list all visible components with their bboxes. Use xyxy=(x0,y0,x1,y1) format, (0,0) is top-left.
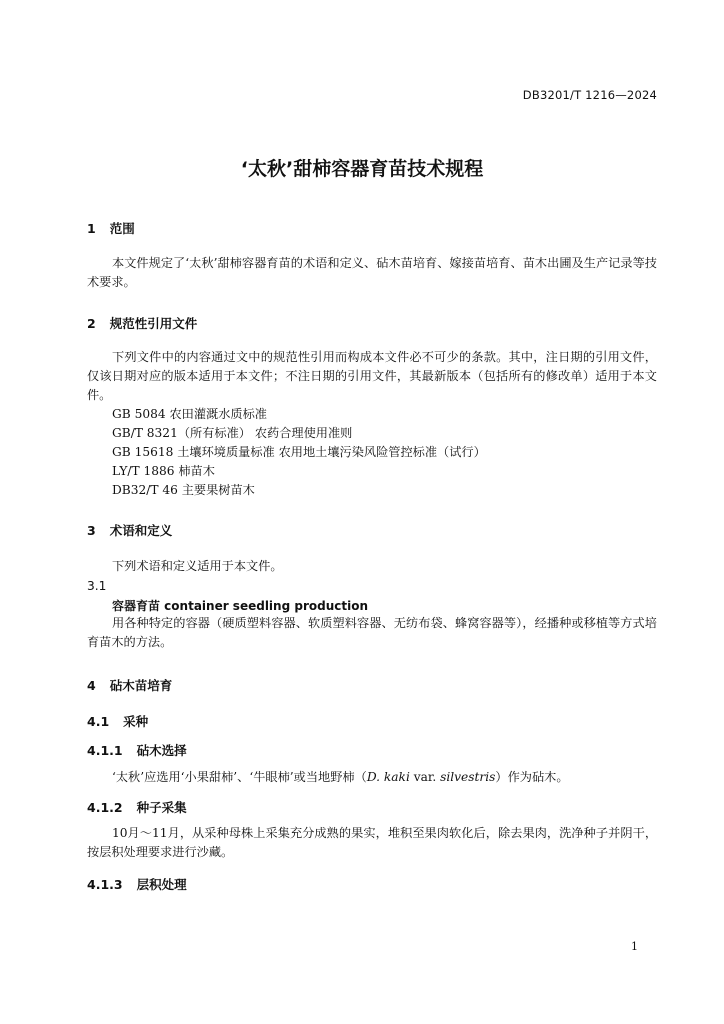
section-4-1-heading xyxy=(87,712,148,730)
section-2-heading xyxy=(87,314,197,332)
section-3-heading xyxy=(87,521,172,539)
rootstock-text-end: ）作为砧木。 xyxy=(495,770,569,784)
term-definition: 用各种特定的容器（硬质塑料容器、软质塑料容器、无纺布袋、蜂窝容器等），经播种或移植等方式培育苗木的方法。 xyxy=(87,616,657,649)
rootstock-text: ‘太秋’应选用‘小果甜柿’、‘牛眼柿’或当地野柿（ xyxy=(112,770,367,784)
term-name: 容器育苗 container seedling production xyxy=(112,599,368,613)
section-number: 2 xyxy=(87,316,96,331)
term-number: 3.1 xyxy=(87,579,107,593)
section-title: 采种 xyxy=(123,714,149,729)
section-1-heading xyxy=(87,219,135,237)
section-4-1-2-heading xyxy=(87,798,187,816)
reference-item: GB 5084 农田灌溉水质标准 xyxy=(112,407,267,421)
seed-collection-paragraph: 10月～11月，从采种母株上采集充分成熟的果实，堆积至果肉软化后，除去果肉，洗净种子并阴干，按层积处理要求进行沙藏。 xyxy=(87,826,657,859)
section-title: 层积处理 xyxy=(136,877,187,892)
document-number: DB3201/T 1216—2024 xyxy=(522,88,657,102)
var-label: var. xyxy=(413,770,437,784)
section-number: 4.1.1 xyxy=(87,743,123,758)
rootstock-paragraph xyxy=(112,768,569,787)
section-4-1-1-heading xyxy=(87,741,187,759)
section-4-1-3-heading xyxy=(87,875,187,893)
section-number: 4.1.3 xyxy=(87,877,123,892)
variety-name: silvestris xyxy=(440,770,496,784)
section-3-paragraph: 下列术语和定义适用于本文件。 xyxy=(112,559,283,573)
section-number: 3 xyxy=(87,523,96,538)
reference-item: GB/T 8321（所有标准） 农药合理使用准则 xyxy=(112,426,353,440)
reference-item: LY/T 1886 柿苗木 xyxy=(112,464,215,478)
section-title: 规范性引用文件 xyxy=(109,316,198,331)
reference-item: DB32/T 46 主要果树苗木 xyxy=(112,483,255,497)
section-1-paragraph: 本文件规定了‘太秋’甜柿容器育苗的术语和定义、砧木苗培育、嫁接苗培育、苗木出圃及生产记录等技术要求。 xyxy=(87,256,657,289)
genus-name: D. xyxy=(366,770,381,784)
section-number: 4.1 xyxy=(87,714,110,729)
reference-list xyxy=(112,405,486,500)
section-number: 4.1.2 xyxy=(87,800,123,815)
page-title: ‘太秋’甜柿容器育苗技术规程 xyxy=(240,158,484,180)
section-title: 砧木苗培育 xyxy=(109,678,173,693)
reference-item: GB 15618 土壤环境质量标准 农用地土壤污染风险管控标准（试行） xyxy=(112,445,486,459)
section-title: 砧木选择 xyxy=(136,743,187,758)
section-number: 4 xyxy=(87,678,96,693)
section-title: 种子采集 xyxy=(136,800,187,815)
species-name: kaki xyxy=(383,770,410,784)
page-number: 1 xyxy=(631,940,638,953)
section-2-paragraph: 下列文件中的内容通过文中的规范性引用而构成本文件必不可少的条款。其中，注日期的引用文件，仅该日期对应的版本适用于本文件；不注日期的引用文件，其最新版本（包括所有的修改单）适用于本文件。 xyxy=(87,350,657,402)
section-4-heading xyxy=(87,676,172,694)
section-title: 术语和定义 xyxy=(109,523,173,538)
section-title: 范围 xyxy=(109,221,135,236)
section-number: 1 xyxy=(87,221,96,236)
